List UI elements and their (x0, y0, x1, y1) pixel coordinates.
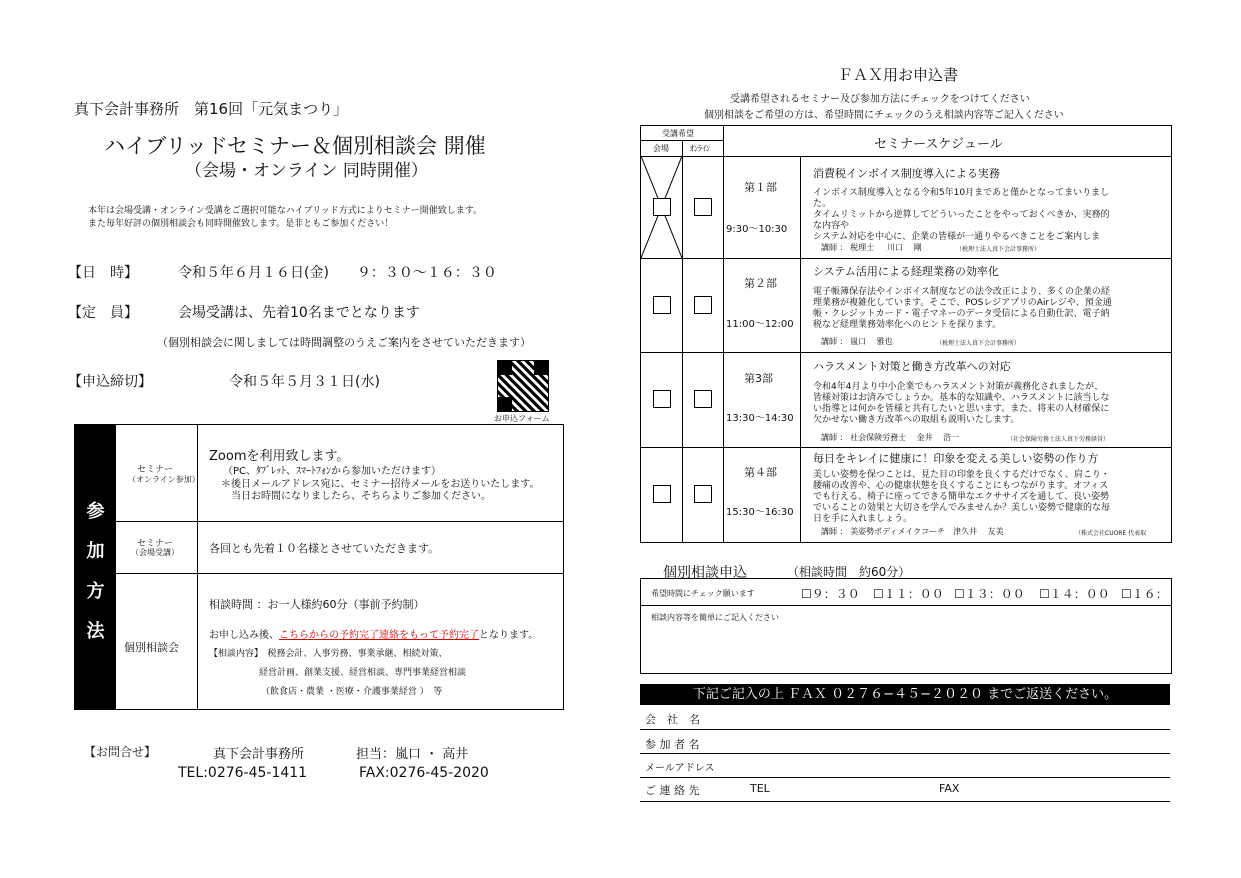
side-char: 参 (86, 501, 105, 522)
time-option-1300[interactable]: ☐１３：００ (954, 587, 1025, 601)
session-title: ハラスメント対策と働き方改革への対応 (813, 360, 1011, 373)
session-time: 11:00〜12:00 (726, 319, 794, 330)
venue-label-sub: （会場受講） (131, 548, 179, 557)
deadline-label: 【申込締切】 (68, 374, 152, 390)
online-checkbox-2[interactable] (694, 296, 712, 314)
venue-header: 会場 (653, 144, 669, 153)
side-char: 法 (86, 621, 105, 642)
attendee-field[interactable] (720, 730, 1170, 752)
contact-office: 真下会計事務所 (213, 747, 305, 762)
session-desc: な内容や (813, 221, 850, 231)
consult-form-title: 個別相談申込 (663, 565, 747, 581)
date-value: 令和５年６月１６日(金) ９：３０〜１６：３０ (178, 265, 497, 281)
intro-line-2: また毎年好評の個別相談会も同時開催致します。是非ともご参加ください！ (88, 219, 394, 229)
qr-caption: お申込フォーム (494, 414, 550, 423)
company-label: 会 社 名 (645, 713, 700, 726)
consult-check-label: 希望時間にチェック願います (651, 589, 755, 598)
session-title: 消費税インボイス制度導入による実務 (813, 167, 1000, 180)
capacity-label: 【定 員】 (68, 305, 138, 321)
consult-topic-1: 【相談内容】 税務会計、人事労務、事業承継、相続対策、 (209, 649, 448, 659)
form-title: ＦＡＸ用お申込書 (838, 66, 959, 84)
schedule-header: セミナースケジュール (874, 137, 1003, 152)
session-affiliation: （税理士法人真下会計事務所） (936, 340, 1021, 347)
tel-field[interactable] (780, 778, 930, 800)
venue-label: セミナー (137, 539, 174, 549)
session-part: 第４部 (744, 466, 777, 479)
date-label: 【日 時】 (68, 265, 138, 281)
event-title: ハイブリッドセミナー＆個別相談会 開催 (104, 134, 486, 158)
online-label: セミナー (137, 465, 174, 475)
contact-person: 担当：嵐口 ・ 高井 (356, 747, 469, 762)
method-side-label (75, 425, 116, 709)
session-desc: 帳・クレジットカード・電子マネーのデータ受信による自動仕訳、電子納 (813, 309, 1110, 319)
venue-checkbox-2[interactable] (653, 296, 671, 314)
contact-fax: FAX:0276-45-2020 (359, 765, 489, 781)
session-title: 毎日をキレイに健康に！印象を変える美しい姿勢の作り方 (813, 452, 1099, 465)
contact-tel: TEL:0276-45-1411 (178, 765, 308, 781)
intro-line-1: 本年は会場受講・オンライン受講をご選択可能なハイブリッド方式によりセミナー開催致します。 (88, 206, 483, 216)
consult-label: 個別相談会 (124, 641, 179, 654)
session-time: 15:30〜16:30 (726, 507, 794, 518)
time-option-1400[interactable]: ☐１４：００ (1039, 587, 1110, 601)
session-desc: でも行える、椅子に座ってできる簡単なエクササイズを通して、良い姿勢 (813, 492, 1110, 502)
mode-header: 受講希望 (662, 129, 694, 138)
session-time: 9:30〜10:30 (726, 224, 788, 235)
consult-apply-pre: お申し込み後、 (209, 630, 279, 641)
online-header: ｵﾝﾗｲﾝ (690, 144, 710, 153)
venue-checkbox-3[interactable] (653, 390, 671, 408)
consult-content-field[interactable] (642, 624, 1170, 672)
venue-line: 各回とも先着１０名様とさせていただきます。 (209, 542, 440, 555)
session-desc: 美しい姿勢を保つことは、見た目の印象を良くするだけでなく、肩こり・ (813, 470, 1110, 480)
session-desc: た。 (813, 199, 832, 209)
time-option-1600[interactable]: ☐１６： (1121, 587, 1168, 601)
session-desc: タイムリミットから逆算してどういったことをやっておくべきか、実務的 (813, 210, 1110, 220)
session-lecturer: 講師 ： 社会保険労務士 金井 浩一 (821, 433, 960, 442)
online-line-2: （PC、ﾀﾌﾞﾚｯﾄ、ｽﾏｰﾄﾌｫﾝから参加いただけます） (223, 466, 442, 477)
venue-checkbox-4[interactable] (653, 485, 671, 503)
session-desc: 欠かせない働き方改革への取組も説明いたします。 (813, 415, 1020, 425)
online-label-sub: （オンライン参加） (128, 475, 200, 484)
deadline-value: 令和５年５月３１日(水) (229, 374, 380, 390)
session-desc: 税など経理業務効率化へのヒントを探ります。 (813, 320, 1002, 330)
session-desc: インボイス制度導入となる令和5年10月まであと僅かとなってまいりまし (813, 188, 1110, 198)
online-line-4: 当日お時間になりましたら、そちらよりご参加ください。 (231, 491, 491, 502)
session-affiliation: （株式会社CUORE 代表取 (1075, 530, 1147, 537)
qr-code-icon[interactable] (497, 360, 549, 412)
online-line-1: Zoomを利用致します。 (209, 449, 350, 464)
email-field[interactable] (720, 754, 1170, 776)
contact-info-label: ご 連 絡 先 (645, 784, 700, 797)
session-lecturer: 講師 ： 嵐口 雅也 (821, 337, 893, 346)
seminar-schedule-table (640, 125, 1172, 543)
consult-time: 相談時間 ：お一人様約60分（事前予約制） (209, 598, 425, 611)
instruction-2: 個別相談をご希望の方は、希望時間にチェックのうえ相談内容等ご記入ください (704, 110, 1064, 121)
contact-label: 【お問合せ】 (84, 745, 157, 759)
consult-apply-red: こちらからの予約完了連絡をもって予約完了 (279, 630, 479, 641)
consult-form-box (640, 578, 1172, 674)
organizer-line: 真下会計事務所 第16回「元気まつり」 (74, 100, 349, 118)
consult-topic-2: 経営計画、創業支援、経営相談、専門事業経営相談 (259, 668, 467, 678)
session-desc: 日を手に入れましょう。 (813, 514, 913, 524)
email-label: メールアドレス (645, 763, 715, 774)
online-checkbox-4[interactable] (694, 485, 712, 503)
participation-method-table (74, 424, 564, 710)
session-desc: い指導とは何かを皆様と共有したいと思います。また、将来の人材確保に (813, 404, 1110, 414)
side-char: 加 (86, 541, 105, 562)
online-checkbox-3[interactable] (694, 390, 712, 408)
fax-field[interactable] (968, 778, 1168, 800)
time-option-1100[interactable]: ☐１１：００ (873, 587, 944, 601)
session-desc: システム対応を中心に、企業の皆様が一通りやるべきことをご案内しま (813, 232, 1101, 242)
capacity-note: （個別相談会に関しましては時間調整のうえご案内をさせていただきます） (157, 336, 531, 349)
session-desc: 電子帳簿保存法やインボイス制度などの法令改正により、多くの企業の経 (813, 287, 1110, 297)
venue-checkbox-1[interactable] (653, 198, 671, 216)
side-char: 方 (86, 581, 105, 602)
session-affiliation: （税理士法人真下会計事務所） (956, 246, 1041, 253)
event-subtitle: （会場・オンライン 同時開催） (185, 161, 428, 181)
session-part: 第１部 (744, 181, 777, 194)
online-line-3: ＊後日メールアドレス宛に、セミナー招待メールをお送りいたします。 (221, 479, 540, 490)
consult-topic-3: （飲食店・農業 ・医療・介護事業経営 ） 等 (261, 687, 443, 697)
session-lecturer: 講師 ： 美姿勢ボディメイクコーチ 津久井 友美 (821, 527, 1004, 536)
session-part: 第２部 (744, 277, 777, 290)
session-lecturer: 講師 ： 税理士 川口 剛 (821, 243, 922, 252)
fax-banner: 下記ご記入の上 ＦＡＸ ０２７６−４５−２０２０ までご返送ください。 (640, 684, 1170, 705)
consult-duration: （相談時間 約60分） (787, 565, 911, 579)
capacity-value: 会場受講は、先着10名までとなります (178, 305, 420, 321)
session-desc: 理業務が複雑化しています。そこで、POSレジアプリのAirレジや、預金通 (813, 298, 1112, 308)
session-desc: 腰痛の改善や、心の健康状態を良くすることにもつながります。オフィス (813, 481, 1109, 491)
tel-label: TEL (750, 782, 770, 795)
session-affiliation: （社会保険労務士法人真下労務経営） (1007, 436, 1110, 443)
fax-label: FAX (939, 782, 960, 795)
session-desc: でいることの効果と大切さを学んでみませんか？美しい姿勢で健康的な毎 (813, 503, 1111, 513)
session-desc: 皆様対策はお済みでしょうか。基本的な知識や、ハラスメントに該当しな (813, 393, 1110, 403)
instruction-1: 受講希望されるセミナー及び参加方法にチェックをつけてください (730, 94, 1030, 105)
session-part: 第3部 (744, 372, 773, 385)
online-checkbox-1[interactable] (694, 198, 712, 216)
consult-apply-line (209, 626, 538, 641)
session-desc: 令和4年4月より中小企業でもハラスメント対策が義務化されましたが、 (813, 382, 1104, 392)
time-option-0930[interactable]: ☐９：３０ (801, 587, 860, 601)
session-time: 13:30〜14:30 (726, 413, 794, 424)
session-title: システム活用による経理業務の効率化 (813, 265, 999, 278)
attendee-label: 参 加 者 名 (645, 738, 700, 751)
consult-apply-post: となります。 (479, 630, 539, 641)
consult-content-label: 相談内容等を簡単にご記入ください (651, 613, 779, 622)
company-field[interactable] (720, 706, 1170, 728)
